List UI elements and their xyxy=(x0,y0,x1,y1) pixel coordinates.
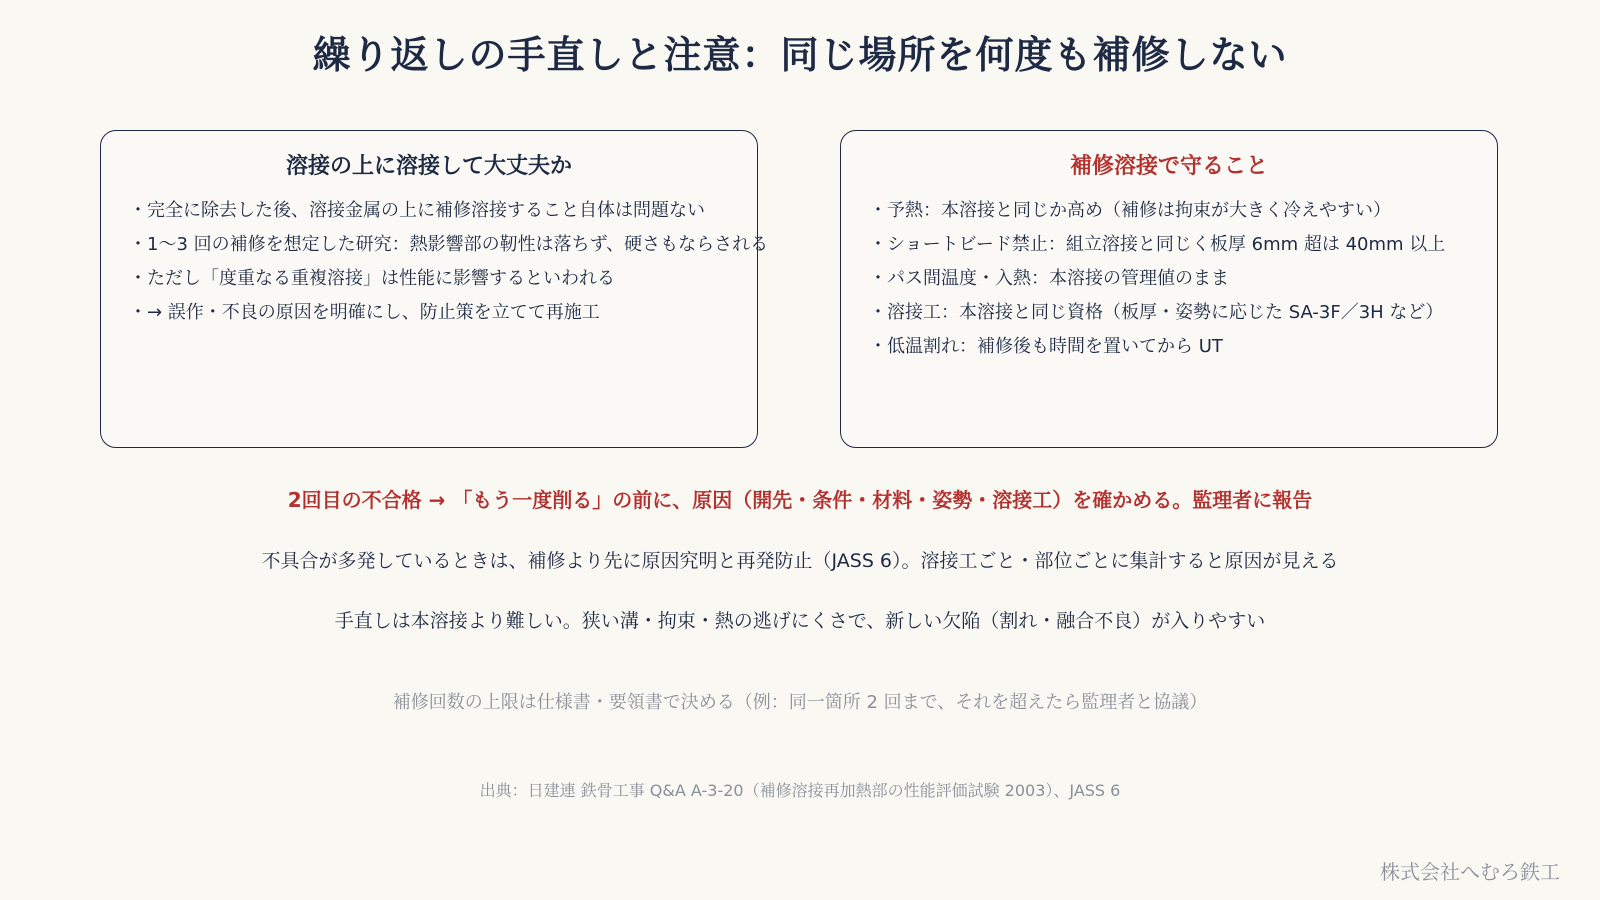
left-card xyxy=(100,130,769,448)
body-text-repair-difficulty: 手直しは本溶接より難しい。狭い溝・拘束・熱の逃げにくさで、新しい欠陥（割れ・融合不良）が入りやすい xyxy=(334,610,1266,632)
company-name: 株式会社へむろ鉄工 xyxy=(1380,860,1560,884)
list-item: ・ ショートビード禁止：組立溶接と同じく板厚 6mm 超は 40mm 以上 xyxy=(869,228,1497,262)
list-item: ・ パス間温度・入熱：本溶接の管理値のまま xyxy=(869,262,1497,296)
list-item: ・ ただし「度重なる重複溶接」は性能に影響するといわれる xyxy=(129,262,757,296)
left-card-title: 溶接の上に溶接して大丈夫か xyxy=(285,154,572,179)
list-item: ・ 予熱：本溶接と同じか高め（補修は拘束が大きく冷えやすい） xyxy=(869,194,1497,228)
list-item: ・ → 誤作・不良の原因を明確にし、防止策を立てて再施工 xyxy=(129,296,757,330)
source-citation: 出典：日建連 鉄骨工事 Q&A A-3-20（補修溶接再加熱部の性能評価試験 2003）、JASS 6 xyxy=(479,781,1121,800)
alert-message: 2回目の不合格 → 「もう一度削る」の前に、原因（開先・条件・材料・姿勢・溶接工）を確かめる。監理者に報告 xyxy=(287,488,1313,512)
list-item: ・ 1～3 回の補修を想定した研究：熱影響部の靭性は落ちず、硬さもならされる xyxy=(129,228,757,262)
left-card-list xyxy=(101,194,769,330)
list-item: ・ 低温割れ：補修後も時間を置いてから UT xyxy=(869,330,1497,364)
page-title: 繰り返しの手直しと注意：同じ場所を何度も補修しない xyxy=(312,33,1288,77)
repair-limit-note: 補修回数の上限は仕様書・要領書で決める（例：同一箇所 2 回まで、それを超えたら監理者と協議） xyxy=(392,692,1208,713)
right-card-list xyxy=(841,194,1497,364)
list-item: ・ 完全に除去した後、溶接金属の上に補修溶接すること自体は問題ない xyxy=(129,194,757,228)
right-card xyxy=(840,130,1498,448)
list-item: ・ 溶接工：本溶接と同じ資格（板厚・姿勢に応じた SA-3F／3H など） xyxy=(869,296,1497,330)
right-card-title: 補修溶接で守ること xyxy=(1069,154,1268,179)
body-text-cause-analysis: 不具合が多発しているときは、補修より先に原因究明と再発防止（JASS 6）。溶接工ごと・部位ごとに集計すると原因が見える xyxy=(261,550,1339,572)
